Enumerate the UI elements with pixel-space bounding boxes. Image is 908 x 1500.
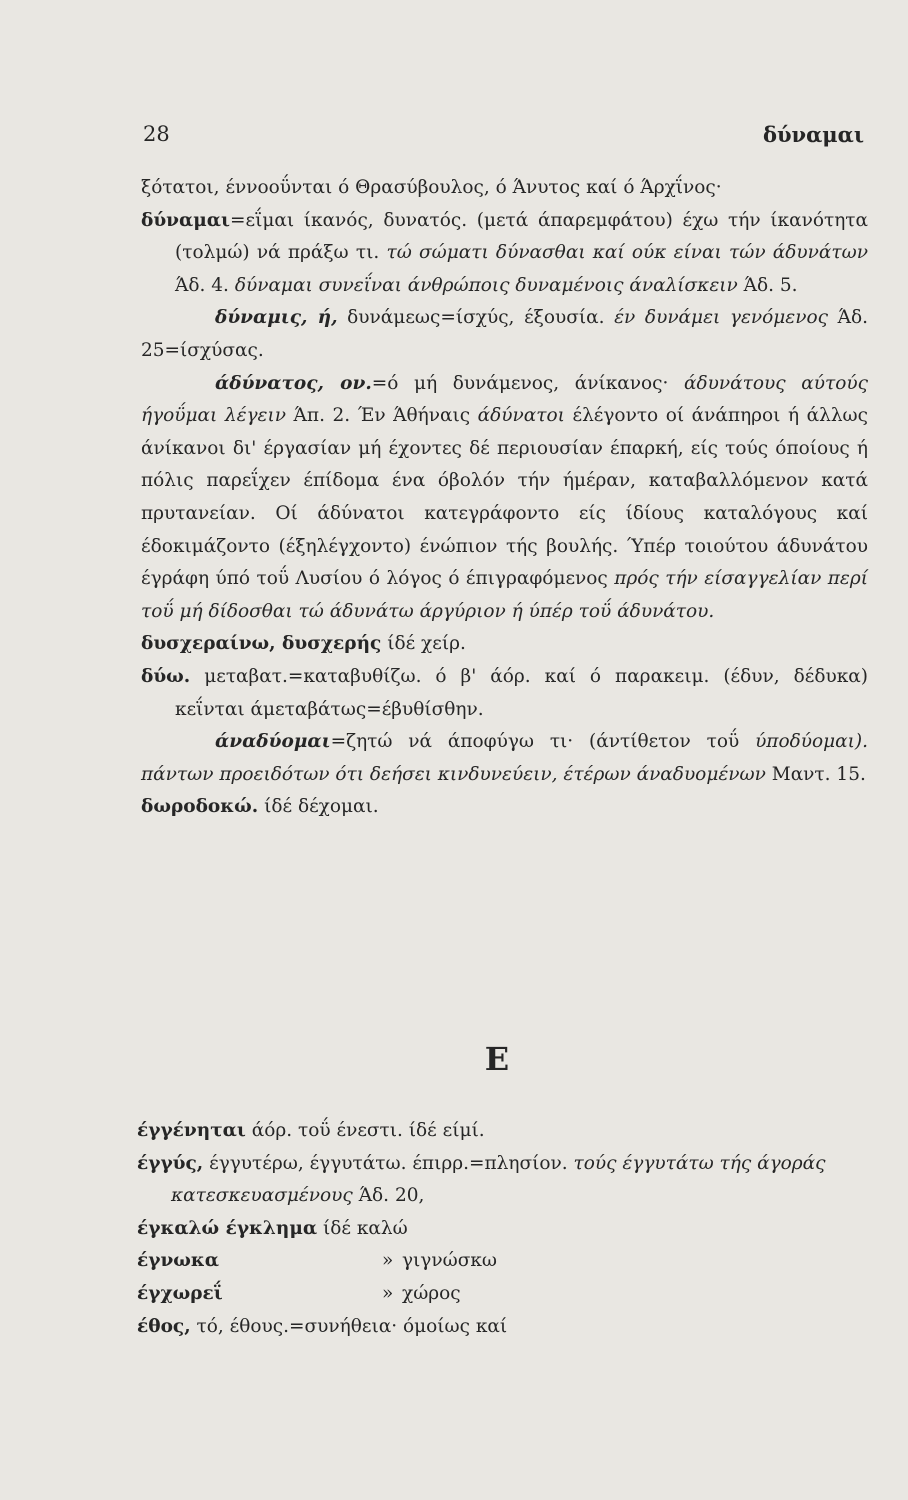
reference: Μαντ. 15. <box>771 763 866 785</box>
cross-reference: γιγνώσκω <box>402 1250 497 1272</box>
commentary: Έν Άθήναις <box>357 405 471 427</box>
headword: έγχωρεΐ <box>137 1282 223 1304</box>
definition: μεταβατ.=καταβυθίζω. ό β' άόρ. καί ό παρακειμ. (έδυν, δέδυκα) κεΐνται άμεταβάτως=έβυθίσθην. <box>175 665 868 720</box>
quotation: δύναμαι συνεΐναι άνθρώποις δυναμένοις άναλίσκειν <box>234 274 738 296</box>
headword: δωροδοκώ. <box>141 796 259 818</box>
commentary: έλέγοντο οί άνάπηροι ή άλλως άνίκανοι δι' έργασίαν μή έχοντες δέ περιουσίαν έπαρκή, είς τούς όποίους ή πόλις παρεΐχεν έπίδομα ένα όβολόν τήν ήμέραν, καταβαλλόμενον κατά πρυτανείαν. Οί άδύνατοι κατεγράφοντο είς ίδίους καταλόγους καί έδοκιμάζοντο (έξηλέγχοντο) ένώπιον τής βουλής. Ύπέρ τοιούτου άδυνάτου έγράφη ύπό τοΰ Λυσίου ό λόγος ό έπιγραφόμενος <box>141 405 869 590</box>
headword: δύναμαι <box>141 209 230 231</box>
headword: έγκαλώ έγκλημα <box>137 1217 318 1239</box>
entry-engenetai <box>137 1115 868 1148</box>
reference: Άδ. 5. <box>743 274 798 296</box>
definition: τό, έθους.=συνήθεια· όμοίως καί <box>196 1315 508 1337</box>
page-header <box>143 122 864 152</box>
quotation: τώ σώματι δύνασθαι καί ούκ είναι τών άδυνάτων <box>386 242 868 264</box>
dictionary-text <box>141 172 868 824</box>
reference: Άδ. 4. <box>175 274 229 296</box>
definition: έγγυτέρω, έγγυτάτω. έπιρρ.=πλησίον. <box>209 1152 568 1174</box>
entry-enchorei <box>137 1278 868 1311</box>
cross-reference: ίδέ δέχομαι. <box>264 796 379 818</box>
headword: δύω. <box>141 665 191 687</box>
reference: Άδ. 20, <box>358 1185 425 1207</box>
term: άδύνατοι <box>477 405 565 427</box>
headword: άναδύομαι <box>215 731 331 753</box>
headword: έγνωκα <box>137 1250 220 1272</box>
headword: δύναμις, ή, <box>215 307 338 329</box>
entry-dorodoko <box>141 791 868 824</box>
quotation: τούς έγγυτάτω τής άγοράς κατεσκευασμένους <box>171 1152 826 1207</box>
entry-dynamis <box>141 302 868 367</box>
definition: =εΐμαι ίκανός, δυνατός. (μετά άπαρεμφάτου) έχω τήν ίκανότητα (τολμώ) νά πράξω τι. <box>175 209 868 264</box>
entry-egnoka <box>137 1245 868 1278</box>
entry-enkalo <box>137 1213 868 1246</box>
dictionary-text-e <box>137 1115 868 1343</box>
entry-dyo <box>141 661 868 726</box>
cross-reference: χώρος <box>402 1282 461 1304</box>
running-head: δύναμαι <box>762 122 864 147</box>
definition: =ό μή δυνάμενος, άνίκανος· <box>371 372 669 394</box>
headword: άδύνατος, ον. <box>215 372 372 394</box>
work-title: πρός τήν είσαγγελίαν περί τοΰ μή δίδοσθαι τώ άδυνάτω άργύριον ή ύπέρ τοΰ άδυνάτου. <box>141 568 868 622</box>
definition: =ζητώ νά άποφύγω τι· (άντίθετον τοΰ <box>330 731 740 753</box>
entry-engys <box>137 1148 868 1213</box>
headword: έγγύς, <box>137 1152 204 1174</box>
definition: άόρ. τοΰ ένεστι. ίδέ είμί. <box>251 1120 485 1141</box>
ditto-mark: » <box>382 1250 394 1272</box>
quotation: έν δυνάμει γενόμενος <box>614 307 828 329</box>
continuation-line: ξότατοι, έννοοΰνται ό Θρασύβουλος, ό Άνυτος καί ό Άρχΐνος· <box>141 177 722 198</box>
cross-reference: ίδέ χείρ. <box>387 633 466 655</box>
headword: έγγένηται <box>137 1120 246 1141</box>
section-letter: Ε <box>484 1040 512 1078</box>
ditto-mark: » <box>382 1282 394 1304</box>
quotation: ύποδύομαι). πάντων προειδότων ότι δεήσει κινδυνεύειν, έτέρων άναδυομένων <box>141 731 868 785</box>
cross-reference: ίδέ καλώ <box>323 1217 408 1239</box>
quotation: άδυνάτους αύτούς ήγοΰμαι λέγειν <box>141 372 868 427</box>
page-number: 28 <box>143 122 170 146</box>
definition: δυνάμεως=ίσχύς, έξουσία. <box>347 307 605 329</box>
entry-anadyomai <box>141 726 868 791</box>
entry-ethos <box>137 1311 868 1344</box>
headword: δυσχεραίνω, δυσχερής <box>141 633 382 655</box>
reference: Άπ. 2. <box>293 405 351 427</box>
entry-dynamai <box>141 205 868 303</box>
entry-dyschераino <box>141 628 868 661</box>
entry-adynatos <box>141 368 868 629</box>
headword: έθος, <box>137 1315 191 1337</box>
reference: Άδ. 25=ίσχύσας. <box>141 307 868 361</box>
